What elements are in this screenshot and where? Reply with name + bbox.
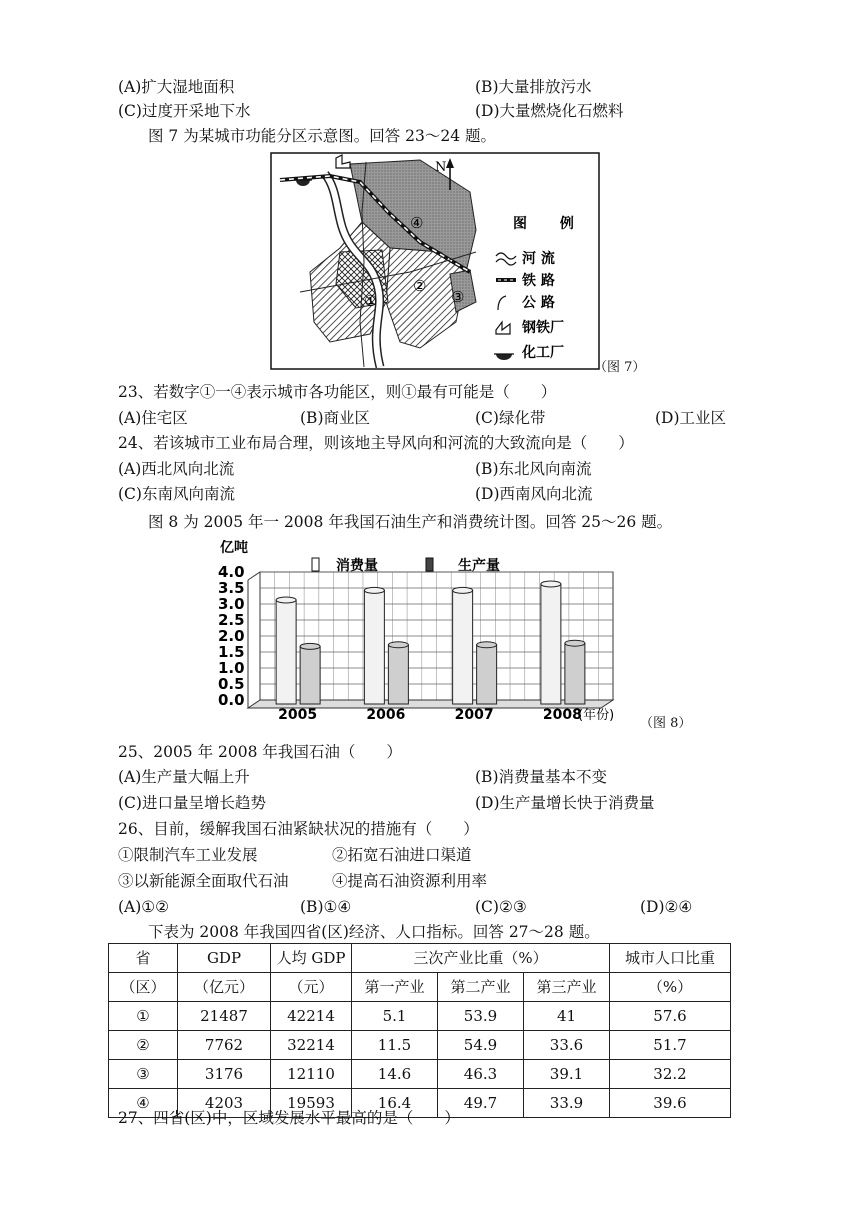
zone-label-1: ①: [364, 292, 378, 310]
y-tick-label: 2.5: [218, 611, 245, 629]
bar-production: [300, 646, 320, 704]
q26-measure-4: ④提高石油资源利用率: [332, 872, 488, 890]
th-per-capita-gdp: 人均 GDP: [271, 944, 352, 973]
x-tick-label: 2005: [278, 707, 318, 723]
bar-cap: [364, 587, 384, 593]
legend-railway: 铁 路: [522, 273, 555, 289]
th-province-unit: （区）: [109, 973, 178, 1002]
table-cell: ④: [109, 1089, 178, 1118]
q26-option-a: (A)①②: [118, 898, 170, 916]
chart-axis-edge: [248, 572, 260, 580]
table-cell: 33.9: [524, 1089, 610, 1118]
y-tick-label: 3.5: [218, 579, 245, 597]
bar-production: [477, 645, 497, 704]
y-tick-label: 0.5: [218, 675, 245, 693]
q24-option-b: (B)东北风向南流: [475, 460, 592, 478]
q25-option-d: (D)生产量增长快于消费量: [475, 794, 655, 812]
table-row: [109, 1060, 731, 1089]
zone-label-4: ④: [410, 214, 424, 232]
th-gdp: GDP: [178, 944, 271, 973]
x-tick-label: 2006: [366, 707, 406, 723]
oil-production-consumption-chart: [218, 540, 638, 725]
province-indicator-table: [108, 943, 731, 1118]
x-tick-label: 2007: [454, 707, 494, 723]
table-cell: 14.6: [352, 1060, 438, 1089]
q26-measure-3: ③以新能源全面取代石油: [118, 872, 289, 890]
th-urban-share-unit: （%）: [610, 973, 731, 1002]
table-cell: 7762: [178, 1031, 271, 1060]
bar-cap: [276, 597, 296, 603]
th-gdp-unit: （亿元）: [178, 973, 271, 1002]
table-intro: 下表为 2008 年我国四省(区)经济、人口指标。回答 27～28 题。: [148, 923, 600, 941]
q26-stem: 26、目前，缓解我国石油紧缺状况的措施有（ ）: [118, 820, 479, 838]
fig8-intro: 图 8 为 2005 年一 2008 年我国石油生产和消费统计图。回答 25～26 题。: [148, 513, 673, 531]
th-tertiary: 第三产业: [524, 973, 610, 1002]
q26-option-b: (B)①④: [300, 898, 352, 916]
table-cell: 21487: [178, 1002, 271, 1031]
table-cell: 4203: [178, 1089, 271, 1118]
y-tick-label: 3.0: [218, 595, 245, 613]
table-cell: 16.4: [352, 1089, 438, 1118]
th-industry-share: 三次产业比重（%）: [352, 944, 610, 973]
table-cell: 46.3: [438, 1060, 524, 1089]
q22-option-a: (A)扩大湿地面积: [118, 78, 235, 96]
table-cell: 51.7: [610, 1031, 731, 1060]
legend-steel: 钢铁厂: [522, 320, 564, 336]
table-cell: 19593: [271, 1089, 352, 1118]
x-tick-label: 2008: [542, 707, 582, 723]
table-row: [109, 1031, 731, 1060]
q24-option-a: (A)西北风向北流: [118, 460, 235, 478]
th-province: 省: [109, 944, 178, 973]
table-cell: ②: [109, 1031, 178, 1060]
bar-cap: [565, 640, 585, 646]
table-cell: 32.2: [610, 1060, 731, 1089]
bar-cap: [300, 643, 320, 649]
table-cell: 39.1: [524, 1060, 610, 1089]
q25-option-a: (A)生产量大幅上升: [118, 768, 250, 786]
chart-xlabel: (年份): [578, 708, 615, 723]
city-function-map: [270, 152, 600, 370]
table-cell: 53.9: [438, 1002, 524, 1031]
table-cell: 57.6: [610, 1002, 731, 1031]
table-cell: 42214: [271, 1002, 352, 1031]
y-tick-label: 0.0: [218, 691, 245, 709]
q25-stem: 25、2005 年 2008 年我国石油（ ）: [118, 743, 402, 761]
legend-consumption: 消费量: [336, 558, 378, 574]
legend-river: 河 流: [522, 251, 555, 267]
bar-cap: [477, 642, 497, 648]
table-cell: 49.7: [438, 1089, 524, 1118]
q22-option-b: (B)大量排放污水: [475, 78, 592, 96]
fig8-caption: （图 8）: [640, 716, 692, 731]
bar-consumption: [453, 590, 473, 704]
bar-cap: [453, 587, 473, 593]
bar-consumption: [364, 590, 384, 704]
y-tick-label: 1.5: [218, 643, 245, 661]
q24-option-d: (D)西南风向北流: [475, 485, 593, 503]
table-cell: 41: [524, 1002, 610, 1031]
q23-stem: 23、若数字①一④表示城市各功能区，则①最有可能是（ ）: [118, 383, 557, 401]
table-cell: 5.1: [352, 1002, 438, 1031]
y-tick-label: 4.0: [218, 563, 245, 581]
q24-option-c: (C)东南风向南流: [118, 485, 235, 503]
legend-production-swatch: [426, 558, 433, 571]
bar-consumption: [276, 600, 296, 704]
q23-option-c: (C)绿化带: [475, 409, 546, 427]
q23-option-a: (A)住宅区: [118, 409, 188, 427]
q23-option-b: (B)商业区: [300, 409, 370, 427]
legend-chemical: 化工厂: [522, 345, 564, 361]
table-cell: 32214: [271, 1031, 352, 1060]
zone-label-3: ③: [451, 288, 465, 306]
table-cell: 54.9: [438, 1031, 524, 1060]
y-tick-label: 2.0: [218, 627, 245, 645]
table-cell: 33.6: [524, 1031, 610, 1060]
q26-option-d: (D)②④: [640, 898, 693, 916]
table-cell: ③: [109, 1060, 178, 1089]
table-cell: ①: [109, 1002, 178, 1031]
q22-option-d: (D)大量燃烧化石燃料: [475, 102, 624, 120]
q22-option-c: (C)过度开采地下水: [118, 102, 251, 120]
bar-production: [388, 645, 408, 704]
zone-label-2: ②: [413, 277, 427, 295]
q26-option-c: (C)②③: [475, 898, 527, 916]
q26-measure-2: ②拓宽石油进口渠道: [332, 846, 472, 864]
q26-measure-1: ①限制汽车工业发展: [118, 846, 258, 864]
q25-option-c: (C)进口量呈增长趋势: [118, 794, 266, 812]
bar-cap: [388, 642, 408, 648]
table-cell: 39.6: [610, 1089, 731, 1118]
fig7-caption: （图 7）: [594, 360, 646, 375]
bar-production: [565, 643, 585, 704]
legend-production: 生产量: [458, 558, 500, 574]
table-cell: 11.5: [352, 1031, 438, 1060]
th-secondary: 第二产业: [438, 973, 524, 1002]
legend-consumption-swatch: [312, 558, 319, 571]
legend-railway-icon: [496, 278, 516, 282]
table-row: [109, 1002, 731, 1031]
legend-road: 公 路: [522, 295, 555, 311]
y-tick-label: 1.0: [218, 659, 245, 677]
legend-title: 图 例: [513, 216, 588, 232]
table-cell: 3176: [178, 1060, 271, 1089]
th-per-capita-gdp-unit: （元）: [271, 973, 352, 1002]
bar-consumption: [541, 584, 561, 704]
q27-stem: 27、四省(区)中，区域发展水平最高的是（ ）: [118, 1109, 460, 1127]
table-cell: 12110: [271, 1060, 352, 1089]
q24-stem: 24、若该城市工业布局合理，则该地主导风向和河流的大致流向是（ ）: [118, 434, 634, 452]
north-label: N: [435, 160, 447, 175]
q25-option-b: (B)消费量基本不变: [475, 768, 607, 786]
bar-cap: [541, 581, 561, 587]
th-primary: 第一产业: [352, 973, 438, 1002]
q23-option-d: (D)工业区: [655, 409, 727, 427]
chart-ylabel: 亿吨: [220, 540, 248, 556]
fig7-intro: 图 7 为某城市功能分区示意图。回答 23～24 题。: [148, 127, 497, 145]
th-urban-share: 城市人口比重: [610, 944, 731, 973]
